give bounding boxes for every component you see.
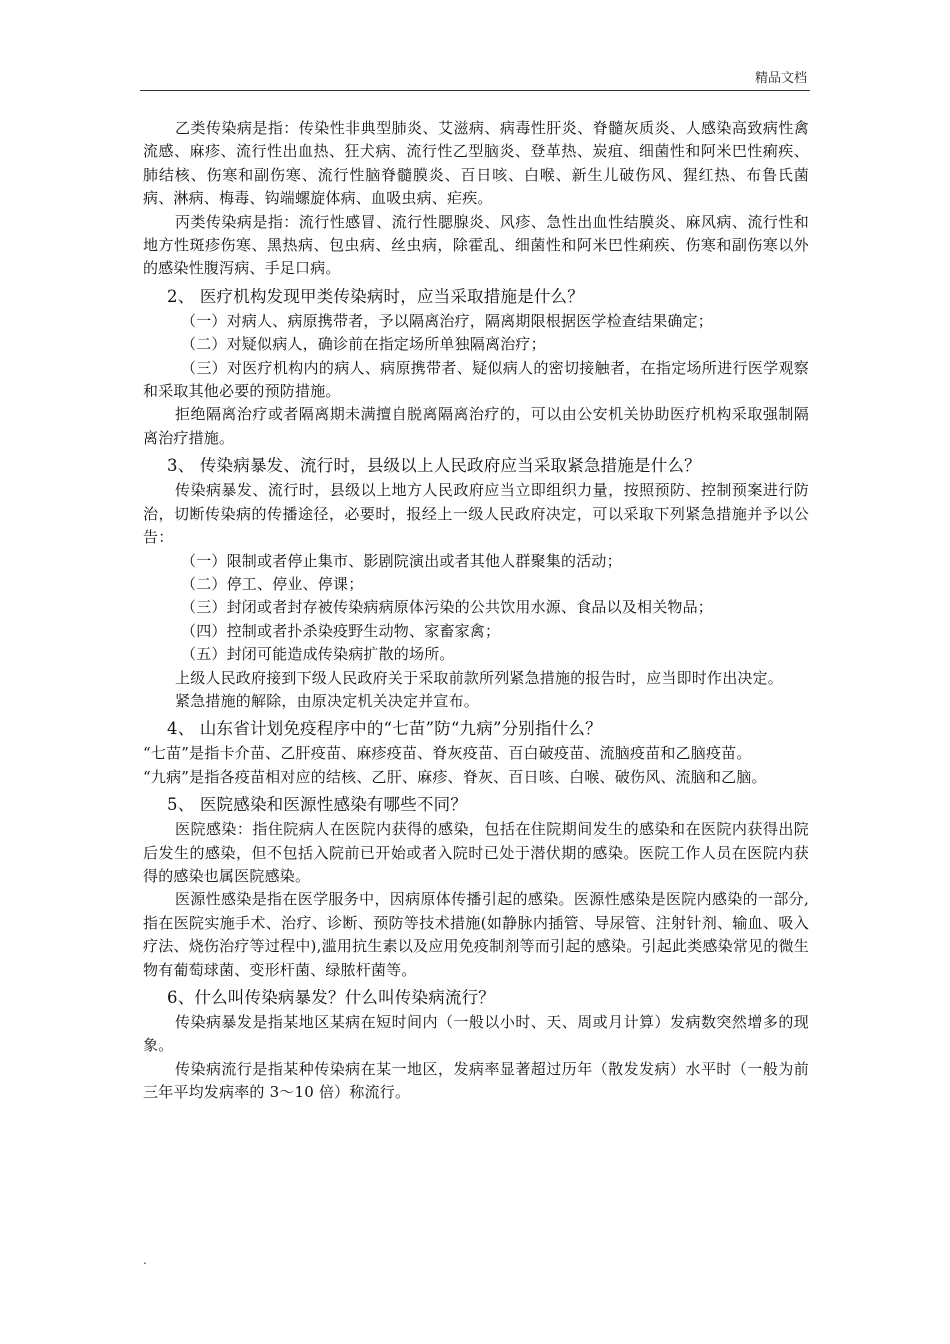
list-item: （三）封闭或者封存被传染病病原体污染的公共饮用水源、食品以及相关物品； — [181, 598, 714, 617]
paragraph: 传染病流行是指某种传染病在某一地区，发病率显著超过历年（散发发病）水平时（一般为前三年平均发病率的 3～10 倍）称流行。 — [143, 1059, 809, 1102]
paragraph: 拒绝隔离治疗或者隔离期未满擅自脱离隔离治疗的，可以由公安机关协助医疗机构采取强制隔离治疗措施。 — [143, 405, 809, 447]
paragraph: “七苗”是指卡介苗、乙肝疫苗、麻疹疫苗、脊灰疫苗、百白破疫苗、流脑疫苗和乙脑疫苗。 — [143, 744, 752, 763]
list-item: （三）对医疗机构内的病人、病原携带者、疑似病人的密切接触者，在指定场所进行医学观察和采取其他必要的预防措施。 — [143, 358, 809, 401]
document-body — [143, 117, 809, 1105]
paragraph-class-c: 丙类传染病是指：流行性感冒、流行性腮腺炎、风疹、急性出血性结膜炎、麻风病、流行性和地方性斑疹伤寒、黑热病、包虫病、丝虫病，除霍乱、细菌性和阿米巴性痢疾、伤寒和副伤寒以外的感染性腹泻病、手足口病。 — [143, 212, 809, 278]
list-item: （五）封闭可能造成传染病扩散的场所。 — [181, 645, 455, 664]
paragraph-class-b: 乙类传染病是指：传染性非典型肺炎、艾滋病、病毒性肝炎、脊髓灰质炎、人感染高致病性禽流感、麻疹、流行性出血热、狂犬病、流行性乙型脑炎、登革热、炭疽、细菌性和阿米巴性痢疾、肺结核、伤寒和副伤寒、流行性脑脊髓膜炎、百日咳、白喉、新生儿破伤风、猩红热、布鲁氏菌病、淋病、梅毒、钩端螺旋体病、血吸虫病、疟疾。 — [143, 119, 809, 208]
paragraph: 上级人民政府接到下级人民政府关于采取前款所列紧急措施的报告时，应当即时作出决定。 — [175, 668, 784, 687]
paragraph: “九病”是指各疫苗相对应的结核、乙肝、麻疹、脊灰、百日咳、白喉、破伤风、流脑和乙脑。 — [143, 767, 767, 786]
question-heading-5: 5、 医院感染和医源性感染有哪些不同？ — [167, 795, 468, 815]
list-item: （一）对病人、病原携带者，予以隔离治疗，隔离期限根据医学检查结果确定； — [181, 311, 714, 330]
paragraph: 医源性感染是指在医学服务中，因病原体传播引起的感染。医源性感染是医院内感染的一部分,指在医院实施手术、治疗、诊断、预防等技术措施(如静脉内插管、导尿管、注射针剂、输血、吸入疗法、烧伤治疗等过程中),滥用抗生素以及应用免疫制剂等而引起的感染。引起此类感染常见的微生物有葡萄球菌、变形杆菌、绿脓杆菌等。 — [143, 890, 809, 979]
question-heading-2: 2、 医疗机构发现甲类传染病时，应当采取措施是什么？ — [167, 286, 584, 306]
footer-mark: . — [143, 1253, 147, 1267]
list-item: （一）限制或者停止集市、影剧院演出或者其他人群聚集的活动； — [181, 551, 622, 570]
header-divider — [140, 90, 810, 91]
paragraph: 紧急措施的解除，由原决定机关决定并宣布。 — [175, 691, 480, 710]
list-item: （二）停工、停业、停课； — [181, 574, 364, 593]
question-heading-4: 4、 山东省计划免疫程序中的“七苗”防“九病”分别指什么？ — [167, 719, 602, 739]
list-item: （二）对疑似病人，确诊前在指定场所单独隔离治疗； — [181, 335, 546, 354]
question-heading-3: 3、 传染病暴发、流行时，县级以上人民政府应当采取紧急措施是什么？ — [167, 456, 701, 476]
paragraph: 医院感染：指住院病人在医院内获得的感染，包括在住院期间发生的感染和在医院内获得出院后发生的感染，但不包括入院前已开始或者入院时已处于潜伏期的感染。医院工作人员在医院内获得的感染也属医院感染。 — [143, 820, 809, 885]
question-heading-6: 6、什么叫传染病暴发？什么叫传染病流行？ — [167, 988, 495, 1007]
paragraph: 传染病暴发是指某地区某病在短时间内（一般以小时、天、周或月计算）发病数突然增多的现象。 — [143, 1013, 809, 1055]
header-label: 精品文档 — [754, 71, 807, 86]
list-item: （四）控制或者扑杀染疫野生动物、家畜家禽； — [181, 621, 501, 640]
paragraph: 传染病暴发、流行时，县级以上地方人民政府应当立即组织力量，按照预防、控制预案进行防治，切断传染病的传播途径，必要时，报经上一级人民政府决定，可以采取下列紧急措施并予以公告： — [143, 481, 809, 547]
